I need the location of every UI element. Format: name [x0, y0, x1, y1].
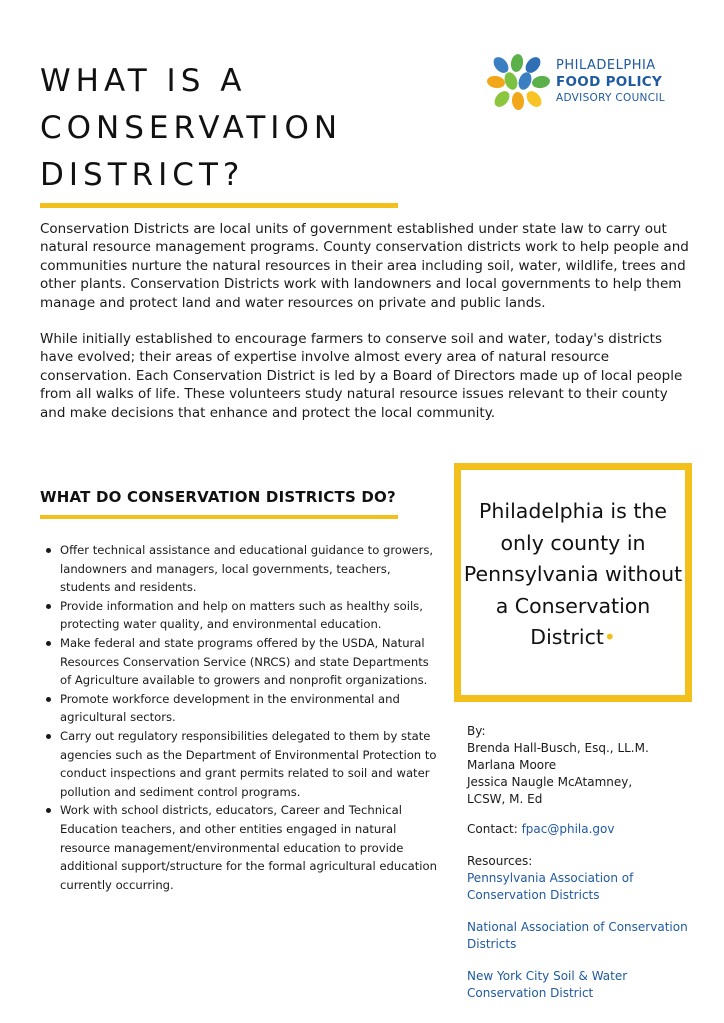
list-item: Carry out regulatory responsibilities delegated to them by state agencies such as the Department of Environmental Protection to conduct inspections and grant permits related to soil and water pollution and sediment control programs.	[40, 727, 440, 801]
author-name: Brenda Hall-Busch, Esq., LL.M.	[467, 741, 649, 755]
list-item: Work with school districts, educators, Career and Technical Education teachers, and other entities engaged in natural resource management/environmental education to provide additional support/structure for the formal agricultural education currently occurring.	[40, 801, 440, 894]
contact	[467, 821, 614, 838]
title-line-2: CONSERVATION	[40, 110, 343, 146]
logo-line-3: ADVISORY COUNCIL	[556, 92, 665, 104]
byline-label: By:	[467, 724, 486, 738]
logo-wordmark	[556, 57, 665, 105]
callout-text	[461, 496, 685, 654]
list-item: Make federal and state programs offered by the USDA, Natural Resources Conservation Service (NRCS) and state Departments of Agriculture available to growers and nonprofit organizations.	[40, 634, 440, 690]
callout-statement: Philadelphia is the only county in Pennsylvania without a Conservation District	[463, 499, 683, 650]
resource-link-nacd[interactable]: National Association of Conservation Districts	[467, 920, 688, 951]
activities-list	[40, 541, 440, 894]
title-line-3: DISTRICT?	[40, 157, 245, 193]
contact-label: Contact:	[467, 822, 518, 836]
byline	[467, 723, 707, 808]
callout-box	[454, 463, 692, 702]
author-name: Marlana Moore	[467, 758, 557, 772]
logo-line-1: PHILADELPHIA	[556, 58, 656, 73]
list-item: Offer technical assistance and educational guidance to growers, landowners and managers, local governments, teachers, students and residents.	[40, 541, 440, 597]
author-credentials: LCSW, M. Ed	[467, 792, 543, 806]
section-underline	[40, 515, 398, 519]
list-item: Promote workforce development in the environmental and agricultural sectors.	[40, 690, 440, 727]
resources-label: Resources:	[467, 854, 533, 868]
contact-email-link[interactable]: fpac@phila.gov	[521, 822, 615, 836]
fpac-logo	[487, 54, 687, 112]
author-name: Jessica Naugle McAtamney,	[467, 775, 633, 789]
page-title	[40, 58, 440, 199]
list-item: Provide information and help on matters such as healthy soils, protecting water quality, and environmental education.	[40, 597, 440, 634]
resource-link-nyc-swcd[interactable]: New York City Soil & Water Conservation District	[467, 969, 628, 1000]
intro-paragraph-2: While initially established to encourage farmers to conserve soil and water, today's districts have evolved; their areas of expertise involve almost every area of natural resource conservation. Each Conservation District is led by a Board of Directors made up of local people from all walks of life. These volunteers study natural resource issues relevant to their county and make decisions that enhance and protect the local community.	[40, 331, 683, 421]
logo-line-2: FOOD POLICY	[556, 74, 663, 90]
section-heading: WHAT DO CONSERVATION DISTRICTS DO?	[40, 488, 396, 506]
title-line-1: WHAT IS A	[40, 63, 247, 99]
callout-dot: •	[603, 625, 616, 650]
resource-link-pacd[interactable]: Pennsylvania Association of Conservation Districts	[467, 871, 634, 902]
resources	[467, 853, 707, 1017]
intro-text	[40, 220, 690, 440]
leaf-cluster-icon	[487, 54, 551, 112]
intro-paragraph-1: Conservation Districts are local units of government established under state law to carry out natural resource management programs. County conservation districts work to help people and communities nurture the natural resources in their area including soil, water, wildlife, trees and other plants. Conservation Districts work with landowners and local governments to help them manage and protect land and water resources on private and public lands.	[40, 221, 689, 311]
title-underline	[40, 203, 398, 208]
